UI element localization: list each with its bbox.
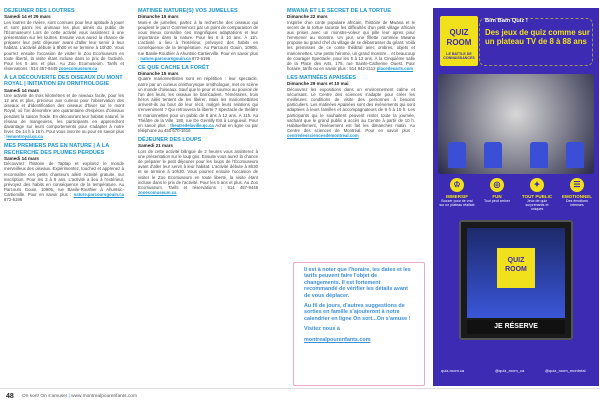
event-title: DÉJEUNER DES LOUPS — [138, 137, 202, 144]
ad-stage-photo — [438, 74, 594, 174]
event-date: Dimanche 15 mars — [138, 14, 179, 20]
event-link[interactable]: nature.parcoursgouin.ca — [140, 55, 191, 61]
footer-text: On sort! On s'amuse! | www.montrealpourenfants.com — [22, 394, 137, 399]
buzzer-podium — [530, 142, 548, 168]
event-date: Samedi 14 mars — [4, 155, 39, 161]
event-title: DÉJEUNER DES LOUTRES — [4, 8, 75, 14]
quiz-room-logo: QUIZ ROOM LE BATTLE DE CONNAISSANCES — [440, 16, 478, 66]
buzzer-podium — [448, 142, 466, 168]
event-link[interactable]: zooecomuseum.ca — [58, 66, 98, 72]
event-date: Samedi 21 mars — [138, 143, 173, 149]
notice-paragraph-2: Au fil de jours, d'autres suggestions de sorties en famille s'ajouteront à notre calendrier en ligne On sort...On s'amuse ! — [304, 303, 411, 322]
event-date: Samedi 14 mars — [4, 87, 39, 93]
event-dejeuner-loutres — [4, 8, 124, 71]
page-number: 48 — [6, 393, 14, 400]
column-1 — [4, 8, 124, 383]
ad-feature-emotionnel: ☰ EMOTIONNEL Des émotions intenses — [562, 180, 592, 208]
event-title: À LA DÉCOUVERTE DES OISEAUX DU MONT ROYAL | INITIATION EN ORNITHOLOGIE — [4, 75, 123, 88]
footer-website[interactable]: www.montrealpourenfants.com — [71, 394, 137, 399]
event-date: Dimanche 15 mars — [138, 71, 179, 77]
column-3 — [287, 8, 415, 260]
page-footer — [0, 388, 600, 403]
event-ce-que-cache-la-foret — [138, 65, 258, 133]
event-matinees-apaisees — [287, 75, 415, 138]
event-text: Lors de cette activité bilingue de 2 heures vous assisterez à une présentation sur le loup gris. Ensuite vous aurez la chance de préparer le petit déjeuner pour les loups de l'Écomuseum avant d'aller leur servir à leur habitat. L'activité débute à 8h30 et se termine à 10h30. Vous pourrez ensuite l'occasion de visiter le Zoo Ecomuseum en toute liberté, la visite étant incluse dans le prix de l'activité. Pour les 5 ans et plus. Au Zoo Ecomuseum. Tarifs et réservations : 514 457-9449 zooecomuseum.ca — [138, 148, 258, 196]
event-matinee-jumelles — [138, 8, 258, 61]
social-facebook[interactable]: @quiz_room_montréal — [545, 368, 586, 373]
event-text: Quatre marionnettistes sont en répétition : leur spectacle, narre par un curieux ornithorynque ornithologue, met en scène un monde d'oiseaux. Sauf que le peur et sournoi au pouvoir de l'un des leurs, les oiseaux se barricadent. Téméraires, trois héros ailés tentent de les libérer. Mais les marionnettistes arrivent-ils au bout de leur récit, malgré leurs relations qui s'enveniment ? Qui retrouvera la liberté ? Spectacle de théâtre et marionnettes pour un public de 8 ans à 12 ans. À 11h. Au Théâtre de la Ville, 180, rue De Gentilly Est à Longueuil. Pour en savoir plus : theatredelaville.qc.ca Achat en ligne ou par téléphone au 450 670-1616 — [138, 76, 258, 134]
ad-tagline: Des jeux de quiz comme sur un plateau TV de 8 à 88 ans — [485, 28, 590, 46]
event-title: MES PREMIERS PAS EN NATURE | À LA RECHERCHE DES PLUMES PERDUES — [4, 143, 110, 156]
target-icon: ◎ — [490, 178, 504, 192]
event-title: LES MATINÉES APAISÉES — [287, 75, 356, 82]
reserve-button[interactable]: JE RÉSERVE — [467, 320, 565, 334]
ad-feature-tout-public: ✦ TOUT PUBLIC Jeux de quiz surprenants et uniques — [521, 180, 553, 212]
event-title: CE QUE CACHE LA FORÊT — [138, 64, 209, 71]
notice-visit: Visitez nous à — [304, 326, 340, 333]
event-link[interactable]: zooecomuseum.ca — [138, 190, 177, 196]
ad-feature-immersif: ♔ IMMERSIF Buzzer pour de vrai sur un plateau réaliste — [439, 180, 475, 208]
event-text: Une activité de trois kilomètres et de niveaux facile, pour les 12 ans et plus, précieux aux curieux pour l'observation des oiseaux et d'identification des oiseaux d'hiver sur le mont Royal, où l'on dénombre une quarantaine d'espèces d'oiseaux pendant la saison froide. En découvrant leur habitat naturel, le réseau de mangeoires, les participants en apprendront davantage sur leurs comportements pour s'adapter à notre hiver. De 14 h à 16 h. Pour vous inscrire ou pour en savoir plus : lemontroyal.qc.ca — [4, 92, 124, 140]
event-text: Inspirée d'un conte populaire africain, l'histoire de Mwana et le secret de la tortue raconte les difficultés d'un petit village africain aux prises avec un monstre-voleur qui pille leur apres pour l'emmener au monstre. Un jour, une fillette nommée Mwana propose au grand chef du village de se débarrasser du géant. Voilà les prémisses de ce conte théâtral avec ombres, objets et marionnettes. Une petite héroïne, un grand monstre... et beaucoup de courage! Spectacle, pour les 5 à 12 ans. À la Cinquième salle de la Place des Arts, 175, rue Sainte-Catherine Ouest. Pour horaire, tarifs ou en savoir plus : 514 842-2112 placedesarts.com — [287, 19, 415, 72]
event-mwana — [287, 8, 415, 71]
event-text: Les loutres de rivière, sont connues pour leur aptitude à jouer et sont parmi les animaux les plus aimés du public de l'Écomuseum! Lors de cette activité vous assisterez à une présentation sur les loutres. Ensuite vous aurez la chance de préparer leur petit déjeuner avant d'aller leur servir à leur habitat. L'activité débute à 8h00 et se termine à 10h30. Vous pourrez ensuite l'occasion de visiter le Zoo Ecomuseum en toute liberté, la visite étant incluse dans le prix de l'activité. Pour les 5 ans et plus. Au Zoo Ecomuseum. Tarifs et réservations : 514 457-9449 zooecomuseum.ca — [4, 19, 124, 72]
event-premiers-pas-nature — [4, 143, 124, 202]
ad-bimbam: Bim Bam Quiz ! — [485, 18, 528, 24]
event-date: Dimanche 29 mars et 10 mai — [287, 81, 349, 87]
event-link[interactable]: lemontroyal.qc.ca — [6, 134, 43, 140]
event-text: Muni-e de jumelles, partez à la recherche des oiseaux qui peuplent le parc! Commencez par un point de comparaison de vous mieux connaître ces magnifiques adaptations et leur importance dans la nature. Pour les 6 à 10 ans. À 11h. L'activité a lieu à l'extérieur, prévoyez des habits en conséquence de la température. Au Parcours Gouin, 10905, rue Basile-Routhier à Ahuntsic-Cartierville. Pour en savoir plus : nature.parcoursgouin.ca 872-6196 — [138, 19, 258, 61]
ad-feature-fun: ◎ FUN Tout peut arriver — [484, 180, 510, 203]
event-link[interactable]: centredessciencesdemontreal.com — [287, 133, 359, 139]
buzzer-podium — [484, 142, 502, 168]
event-title: MATINÉE NATURE(S) VOS JUMELLES — [138, 8, 238, 14]
screen-display — [467, 228, 565, 318]
social-website[interactable]: quiz-room.ca — [441, 368, 465, 373]
event-text: Découvrez les expositions dans un environnement calme et sécurisant. Le Centre des sciences s'adapte pour créer les meilleures conditions de visite des personnes à besoins particuliers. Les matinées Apaisées sont des événements qui sont adaptées à leurs familles et accompagnateurs de 9 h à 10 h. Les participants qui le souhaitent peuvent rester toute la journée, sachant que le grand public a accès au Centre à partir de 10 h. Habituellement, l'événement est fait les dimanches matin. Au Centre des sciences de Montréal. Pour en savoir plus : centredessciencesdemontreal.com — [287, 86, 415, 139]
ad-screen-image — [459, 220, 573, 340]
event-title: MWANA ET LE SECRET DE LA TORTUE — [287, 8, 391, 14]
event-dejeuner-loups — [138, 137, 258, 195]
screen-logo: QUIZ ROOM — [497, 248, 535, 288]
event-date: Dimanche 22 mars — [287, 14, 328, 20]
quiz-room-advertisement[interactable] — [433, 8, 599, 386]
equalizer-icon: ☰ — [570, 178, 584, 192]
event-link[interactable]: nature.parcoursgouin.ca — [73, 192, 124, 198]
social-instagram[interactable]: @quiz_room_ca — [495, 368, 525, 373]
notice-visit-link[interactable]: montrealpourenfants.com — [304, 336, 371, 343]
event-text: Découvrez l'histoire de Taptap et explorez le monde merveilleux des oiseaux. Expérimentez, touchez et apprenez à reconnaître ces petits chanteurs ailés! Activité gratuite, sur inscription. Pour les 3 à 5 ans. L'activité a lieu à l'extérieur, prévoyez des habits en conséquence de la température. Au Parcours Gouin, 10905, rue Basile-Routhier à Ahuntsic-Cartierville. Pour en savoir plus : nature.parcoursgouin.ca 872-6196 — [4, 161, 124, 203]
event-date: Samedi 14 et 29 mars — [4, 14, 51, 20]
notice-paragraph-1: Il est à noter que l'horaire, les dates et les tarifs peuvent faire l'objet de changements. Il est fortement recommandé de vérifier les détails avant de vous déplacer. — [304, 267, 411, 299]
event-link[interactable]: theatredelaville.qc.ca — [170, 122, 214, 128]
event-link[interactable]: placedesarts.com — [376, 66, 414, 72]
crown-icon: ♔ — [450, 178, 464, 192]
event-oiseaux-mont-royal — [4, 75, 124, 139]
buzzer-podium — [566, 142, 584, 168]
notice-box — [293, 262, 425, 386]
column-2 — [138, 8, 258, 383]
sparkle-icon: ✦ — [530, 178, 544, 192]
